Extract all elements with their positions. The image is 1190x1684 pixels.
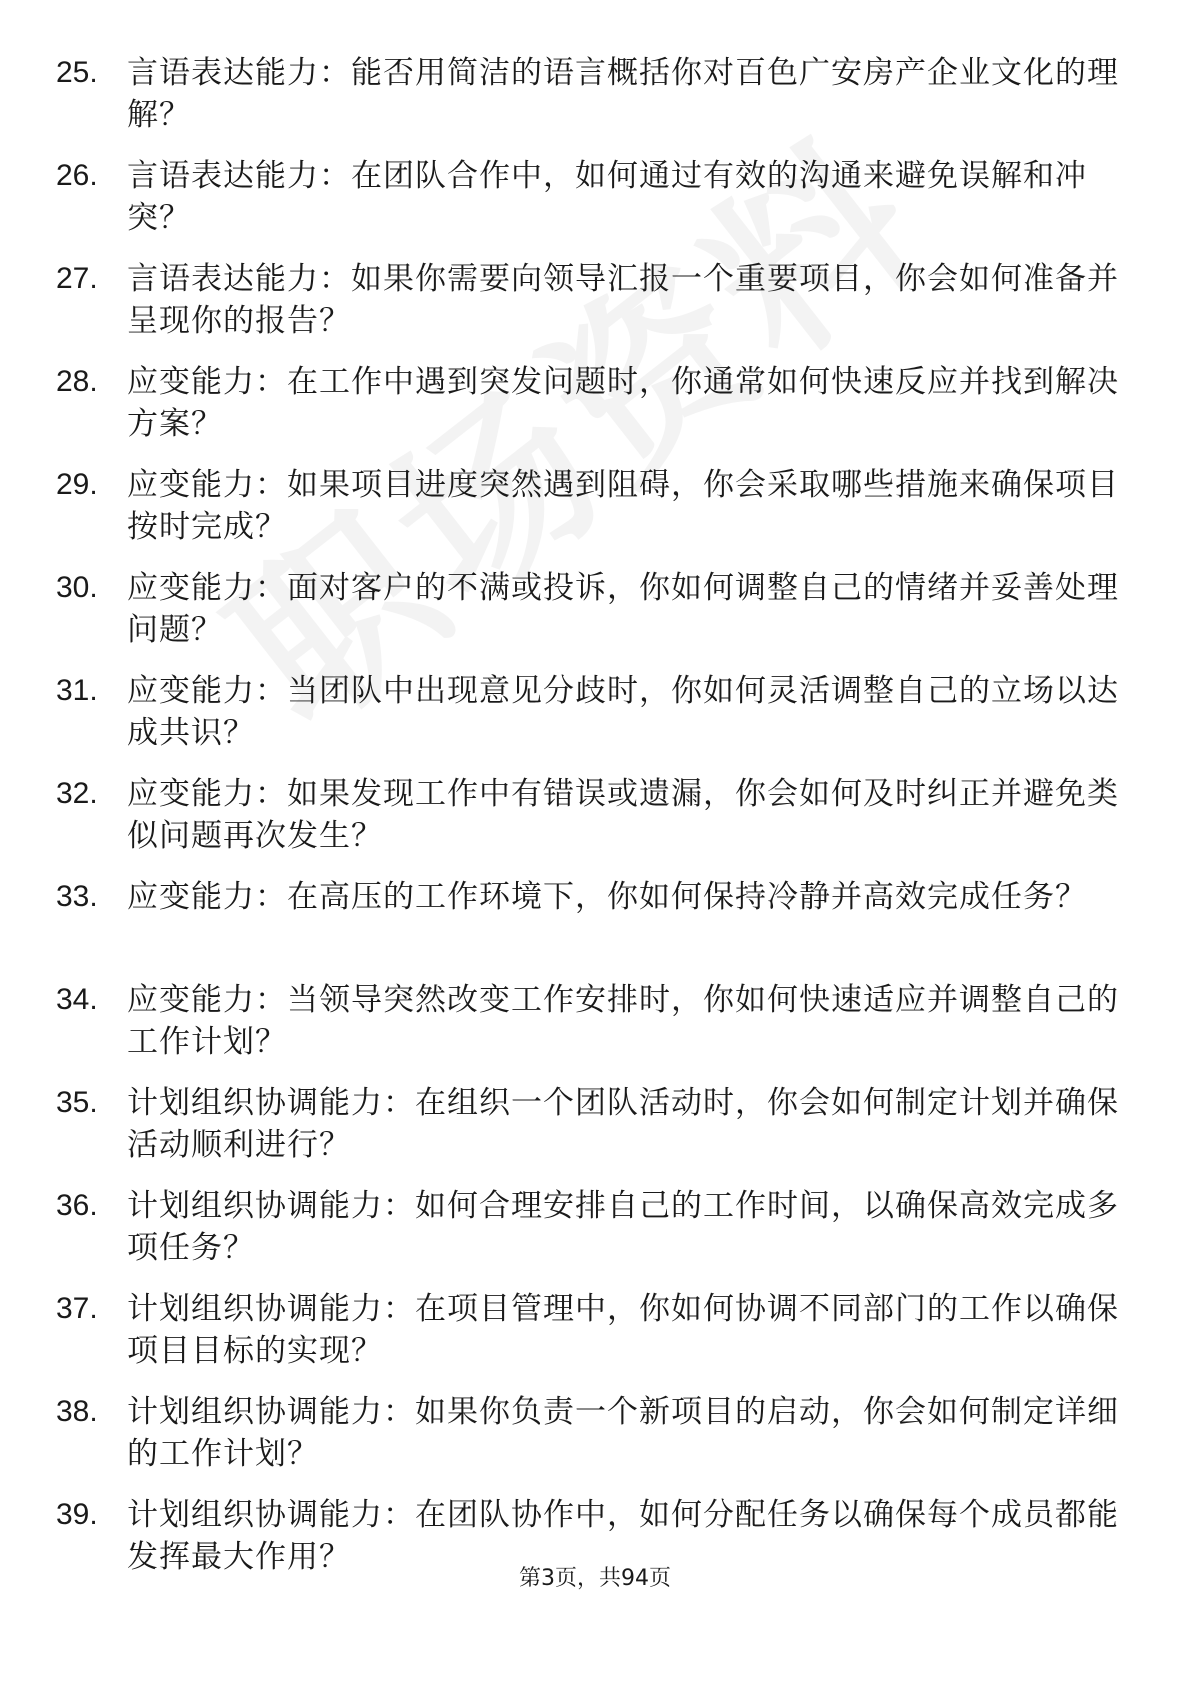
question-list	[0, 52, 1190, 1597]
item-number: 37.	[56, 1292, 98, 1325]
item-text: 应变能力：如果发现工作中有错误或遗漏，你会如何及时纠正并避免类似问题再次发生？	[127, 776, 1119, 854]
list-item	[0, 52, 1190, 155]
item-number: 26.	[56, 159, 98, 192]
list-item	[0, 1391, 1190, 1494]
item-text: 言语表达能力：能否用简洁的语言概括你对百色广安房产企业文化的理解？	[127, 55, 1119, 133]
item-text: 计划组织协调能力：在项目管理中，你如何协调不同部门的工作以确保项目目标的实现？	[127, 1291, 1119, 1369]
item-number: 36.	[56, 1189, 98, 1222]
item-text: 应变能力：当团队中出现意见分歧时，你如何灵活调整自己的立场以达成共识？	[127, 673, 1119, 751]
item-text: 应变能力：如果项目进度突然遇到阻碍，你会采取哪些措施来确保项目按时完成？	[127, 467, 1119, 545]
list-item	[0, 1185, 1190, 1288]
item-number: 28.	[56, 365, 98, 398]
list-item	[0, 876, 1190, 979]
list-item	[0, 361, 1190, 464]
item-number: 38.	[56, 1395, 98, 1428]
item-number: 35.	[56, 1086, 98, 1119]
item-text: 计划组织协调能力：在组织一个团队活动时，你会如何制定计划并确保活动顺利进行？	[127, 1085, 1119, 1163]
item-text: 言语表达能力：如果你需要向领导汇报一个重要项目，你会如何准备并呈现你的报告？	[127, 261, 1119, 339]
item-number: 30.	[56, 571, 98, 604]
item-text: 计划组织协调能力：如果你负责一个新项目的启动，你会如何制定详细的工作计划？	[127, 1394, 1119, 1472]
item-text: 应变能力：在工作中遇到突发问题时，你通常如何快速反应并找到解决方案？	[127, 364, 1119, 442]
item-text: 计划组织协调能力：如何合理安排自己的工作时间，以确保高效完成多项任务？	[127, 1188, 1119, 1266]
page-footer: 第3页，共94页	[519, 1566, 671, 1591]
item-text: 应变能力：在高压的工作环境下，你如何保持冷静并高效完成任务？	[127, 879, 1087, 915]
item-number: 25.	[56, 56, 98, 89]
item-text: 应变能力：当领导突然改变工作安排时，你如何快速适应并调整自己的工作计划？	[127, 982, 1119, 1060]
list-item	[0, 464, 1190, 567]
list-item	[0, 155, 1190, 258]
item-number: 32.	[56, 777, 98, 810]
item-number: 33.	[56, 880, 98, 913]
list-item	[0, 258, 1190, 361]
list-item	[0, 1082, 1190, 1185]
item-number: 27.	[56, 262, 98, 295]
item-text: 应变能力：面对客户的不满或投诉，你如何调整自己的情绪并妥善处理问题？	[127, 570, 1119, 648]
list-item	[0, 567, 1190, 670]
list-item	[0, 979, 1190, 1082]
item-number: 39.	[56, 1498, 98, 1531]
item-number: 31.	[56, 674, 98, 707]
item-number: 29.	[56, 468, 98, 501]
item-text: 言语表达能力：在团队合作中，如何通过有效的沟通来避免误解和冲突？	[127, 158, 1087, 236]
item-text: 计划组织协调能力：在团队协作中，如何分配任务以确保每个成员都能发挥最大作用？	[127, 1497, 1119, 1575]
list-item	[0, 1288, 1190, 1391]
list-item	[0, 670, 1190, 773]
list-item	[0, 773, 1190, 876]
item-number: 34.	[56, 983, 98, 1016]
